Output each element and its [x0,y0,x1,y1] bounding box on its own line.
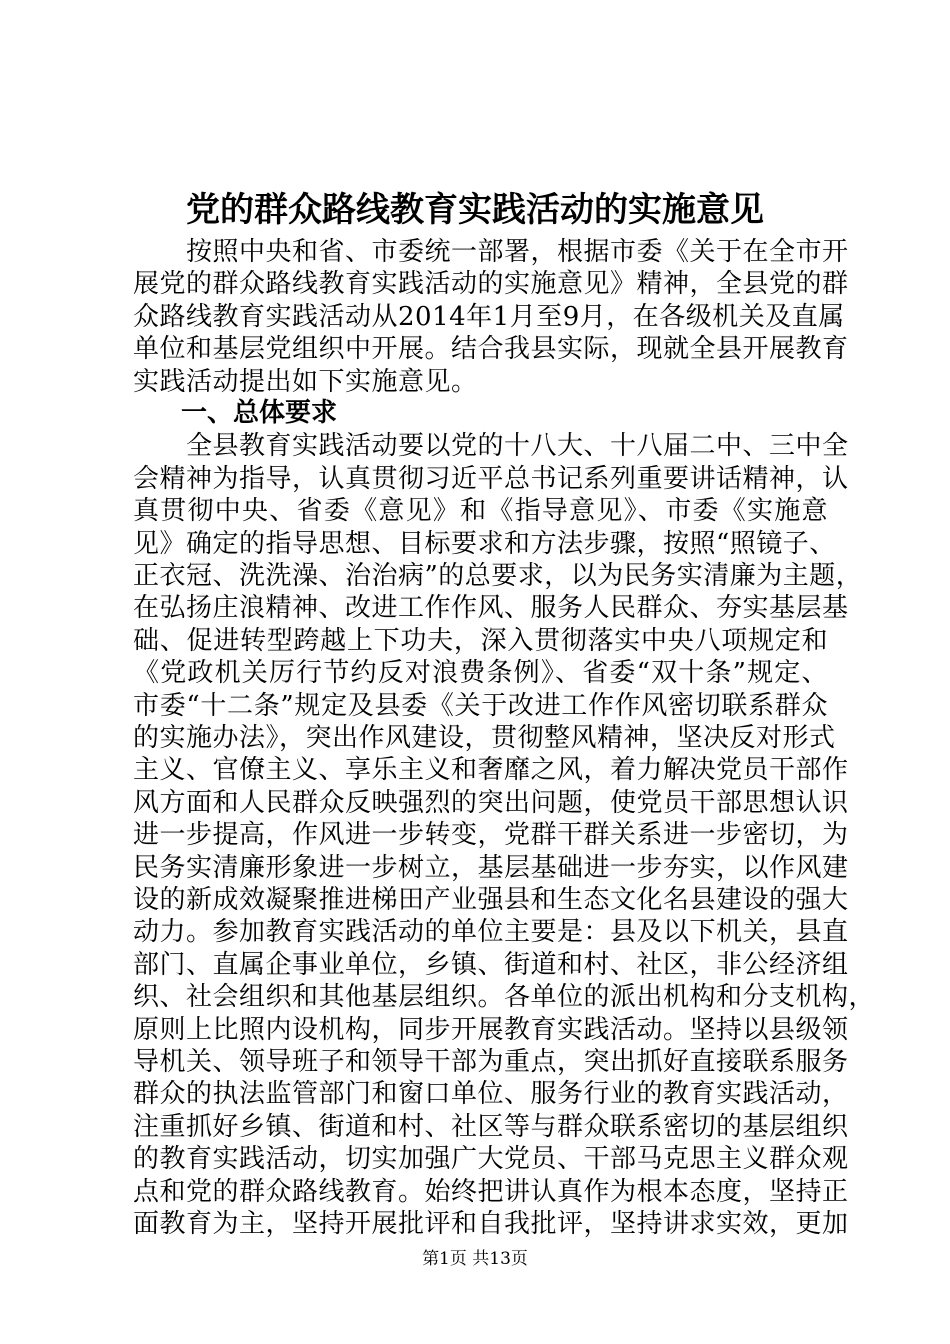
body-text-line: 群众的执法监管部门和窗口单位、服务行业的教育实践活动， [133,1079,849,1110]
body-text-line: 正衣冠、洗洗澡、治治病”的总要求，以为民务实清廉为主题， [133,561,863,591]
body-text-line: 全县教育实践活动要以党的十八大、十八届二中、三中全 [133,431,849,462]
body-text-line: 真贯彻中央、省委《意见》和《指导意见》、市委《实施意 [133,496,828,527]
body-text-line: 会精神为指导，认真贯彻习近平总书记系列重要讲话精神，认 [133,463,849,494]
body-text-line: 设的新成效凝聚推进梯田产业强县和生态文化名县建设的强大 [133,885,849,915]
page-footer: 第1页 共13页 [422,1249,528,1269]
body-text-line: 单位和基层党组织中开展。结合我县实际，现就全县开展教育 [133,334,849,365]
body-text-line: 的实施办法》，突出作风建设，贯彻整风精神，坚决反对形式 [133,723,836,753]
body-text-line: 主义、官僚主义、享乐主义和奢靡之风，着力解决党员干部作 [133,755,849,786]
body-text-line: 的教育实践活动，切实加强广大党员、干部马克思主义群众观 [133,1144,849,1175]
body-text-line: 导机关、领导班子和领导干部为重点，突出抓好直接联系服务 [133,1047,849,1077]
body-text-line: 原则上比照内设机构，同步开展教育实践活动。坚持以县级领 [133,1014,849,1045]
document-title: 党的群众路线教育实践活动的实施意见 [186,190,764,230]
body-text-line: 在弘扬庄浪精神、改进工作作风、服务人民群众、夯实基层基 [133,593,849,624]
body-text-line: 点和党的群众路线教育。始终把讲认真作为根本态度，坚持正 [133,1176,849,1207]
body-text-line: 础、促进转型跨越上下功夫，深入贯彻落实中央八项规定和 [133,625,828,656]
body-text-line: 市委“十二条”规定及县委《关于改进工作作风密切联系群众 [133,690,828,721]
body-text-line: 织、社会组织和其他基层组织。各单位的派出机构和分支机构， [133,982,876,1013]
body-text-line: 风方面和人民群众反映强烈的突出问题，使党员干部思想认识 [133,787,849,818]
body-text-line: 注重抓好乡镇、街道和村、社区等与群众联系密切的基层组织 [133,1111,849,1142]
section-heading: 一、总体要求 [181,398,338,428]
body-text-line: 见》确定的指导思想、目标要求和方法步骤，按照“照镜子、 [133,528,836,559]
body-text-line: 部门、直属企事业单位，乡镇、街道和村、社区，非公经济组 [133,949,849,980]
body-text-line: 实践活动提出如下实施意见。 [133,366,478,397]
body-text-line: 动力。参加教育实践活动的单位主要是：县及以下机关，县直 [133,917,849,948]
body-text-line: 众路线教育实践活动从2014年1月至9月，在各级机关及直属 [133,301,845,332]
body-text-line: 进一步提高，作风进一步转变，党群干群关系进一步密切，为 [133,820,849,851]
body-text-line: 《党政机关厉行节约反对浪费条例》、省委“双十条”规定、 [133,658,828,689]
body-text-line: 展党的群众路线教育实践活动的实施意见》精神，全县党的群 [133,269,849,300]
body-text-line: 按照中央和省、市委统一部署，根据市委《关于在全市开 [133,237,849,267]
body-text-line: 民务实清廉形象进一步树立，基层基础进一步夯实，以作风建 [133,852,849,883]
body-text-line: 面教育为主，坚持开展批评和自我批评，坚持讲求实效，更加 [133,1209,849,1239]
